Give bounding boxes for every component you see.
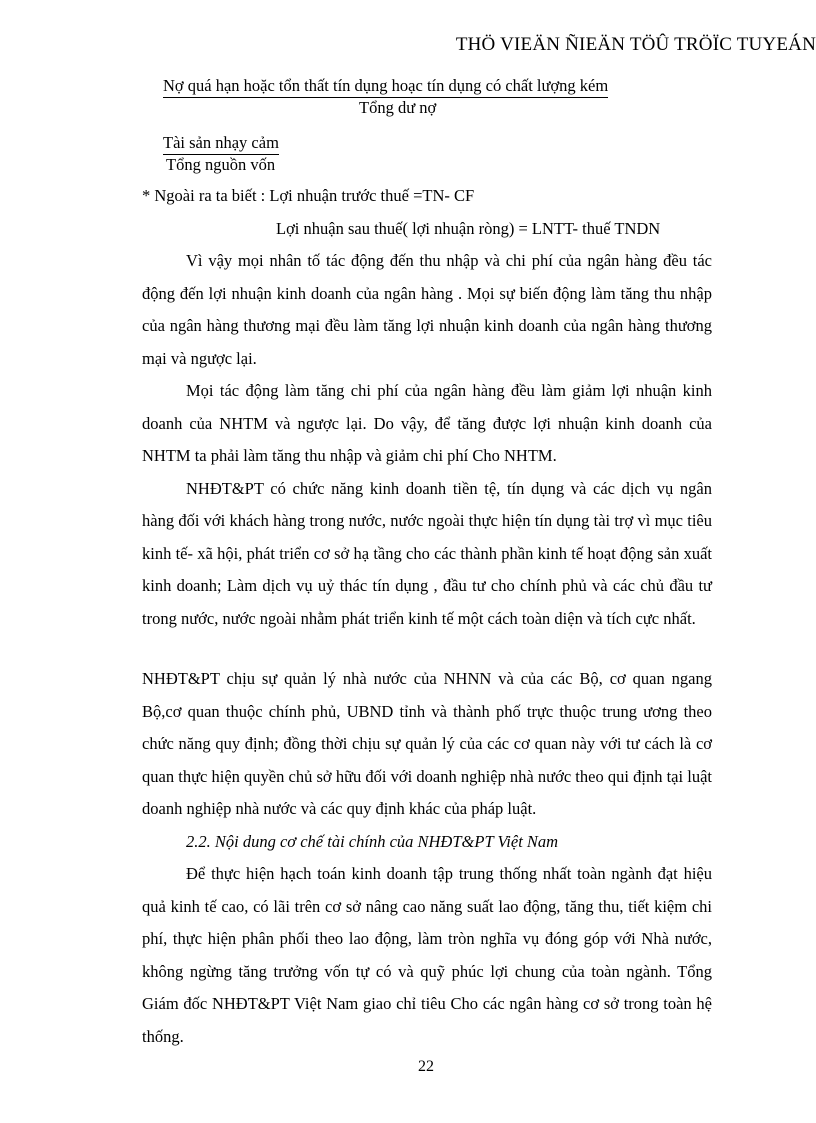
paragraph: NHĐT&PT có chức năng kinh doanh tiền tệ, tín dụng và các dịch vụ ngân hàng đối với khách hàng trong nước, nước ngoài thực hiện tín dụng tài trợ vì mục tiêu kinh tế- xã hội, phát triển cơ sở hạ tầng cho các thành phần kinh tế hoạt động sản xuất kinh doanh; Làm dịch vụ uỷ thác tín dụng , đầu tư cho chính phủ và các chủ đầu tư trong nước, nước ngoài nhằm phát triển kinh tế một cách toàn diện và tích cực nhất. [142, 478, 712, 628]
ratio-formula-sensitive-assets [163, 133, 279, 175]
ratio-denominator: Tổng dư nợ [359, 98, 437, 117]
page-number: 22 [418, 1058, 434, 1075]
paragraph: Để thực hiện hạch toán kinh doanh tập trung thống nhất toàn ngành đạt hiệu quả kinh tế cao, có lãi trên cơ sở nâng cao năng suất lao động, tăng thu, tiết kiệm chi phí, thực hiện phân phối theo lao động, làm tròn nghĩa vụ đóng góp với Nhà nước, không ngừng tăng trưởng vốn tự có và quỹ phúc lợi chung của toàn ngành. Tổng Giám đốc NHĐT&PT Việt Nam giao chỉ tiêu Cho các ngân hàng cơ sở trong toàn hệ thống. [142, 864, 712, 1046]
paragraph: Mọi tác động làm tăng chi phí của ngân hàng đều làm giảm lợi nhuận kinh doanh của NHTM và ngược lại. Do vậy, để tăng được lợi nhuận kinh doanh của NHTM ta phải làm tăng thu nhập và giảm chi phí Cho NHTM. [142, 381, 712, 465]
formula-profit-after-tax: Lợi nhuận sau thuế( lợi nhuận ròng) = LNTT- thuế TNDN [276, 219, 661, 238]
body-text-2 [142, 663, 712, 1053]
page-header: THÖ VIEÄN ÑIEÄN TÖÛ TRÖÏC TUYEÁN [455, 34, 816, 55]
ratio-formula-bad-debt [163, 76, 608, 118]
paragraph: Vì vậy mọi nhân tố tác động đến thu nhập và chi phí của ngân hàng đều tác động đến lợi nhuận kinh doanh của ngân hàng . Mọi sự biến động làm tăng thu nhập của ngân hàng thương mại đều làm tăng lợi nhuận kinh doanh của ngân hàng thương mại và ngược lại. [142, 251, 712, 368]
ratio-denominator: Tổng nguồn vốn [166, 155, 276, 174]
formula-profit-before-tax: * Ngoài ra ta biết : Lợi nhuận trước thuế =TN- CF [142, 186, 475, 205]
ratio-numerator: Tài sản nhạy cảm [163, 133, 279, 155]
paragraph: NHĐT&PT chịu sự quản lý nhà nước của NHNN và của các Bộ, cơ quan ngang Bộ,cơ quan thuộc chính phủ, UBND tỉnh và thành phố trực thuộc trung ương theo chức năng quy định; đồng thời chịu sự quản lý của các cơ quan này với tư cách là cơ quan thực hiện quyền chủ sở hữu đối với doanh nghiệp nhà nước theo qui định tại luật doanh nghiệp nhà nước và các quy định khác của pháp luật. [142, 669, 712, 818]
ratio-numerator: Nợ quá hạn hoặc tổn thất tín dụng hoạc tín dụng có chất lượng kém [163, 76, 608, 98]
body-text [142, 245, 712, 635]
section-heading: 2.2. Nội dung cơ chế tài chính của NHĐT&PT Việt Nam [186, 831, 559, 851]
